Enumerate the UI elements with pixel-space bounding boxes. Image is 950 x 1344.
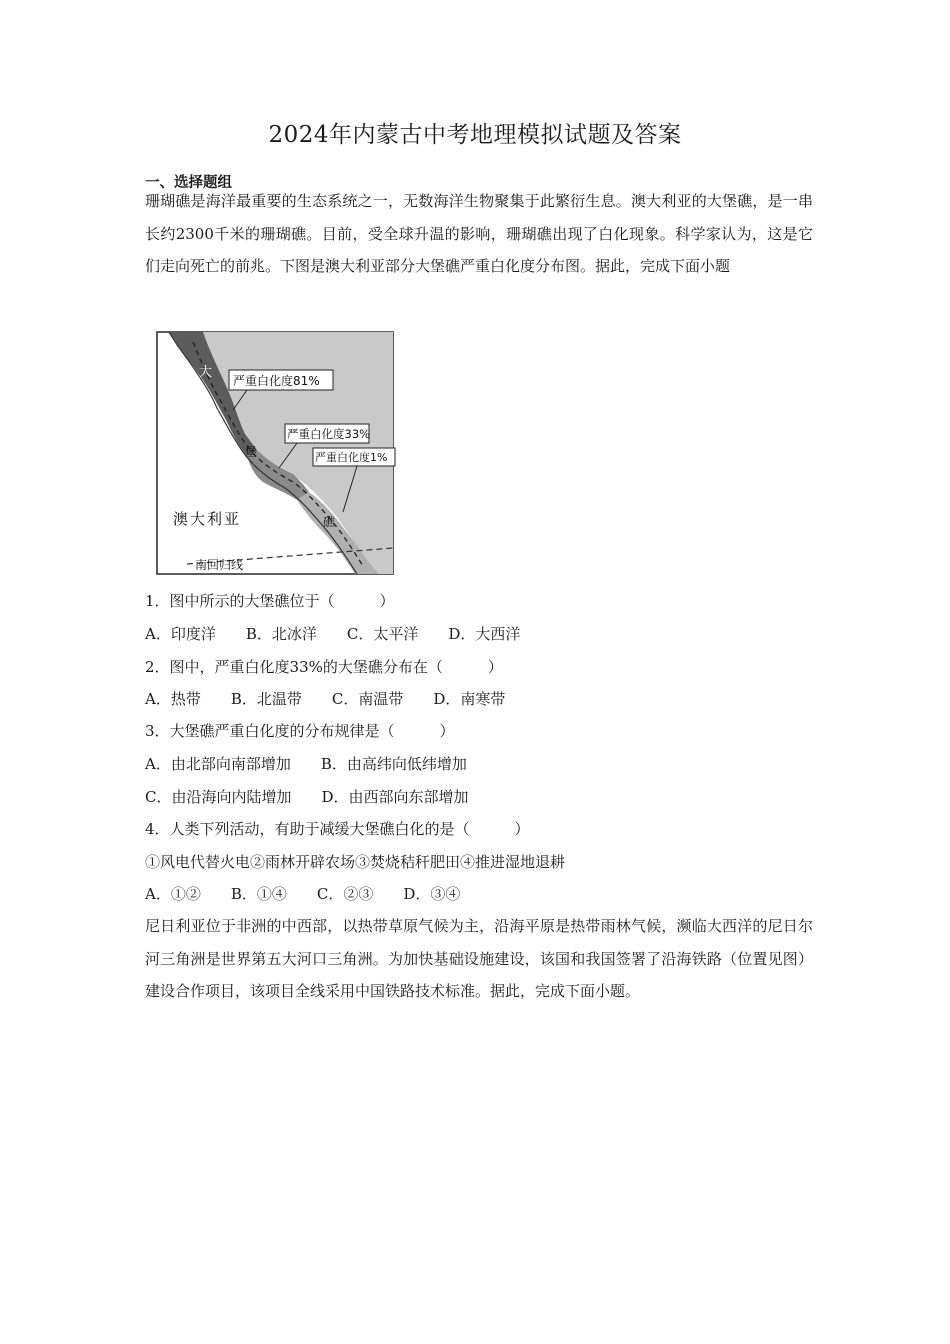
question-1-options: A．印度洋 B．北冰洋 C．太平洋 D．大西洋	[145, 625, 521, 643]
question-2-stem: 2．图中，严重白化度33%的大堡礁分布在（ ）	[145, 658, 503, 676]
question-1-stem: 1．图中所示的大堡礁位于（ ）	[145, 592, 395, 610]
country-label: 澳大利亚	[173, 510, 242, 528]
tropic-label: 南回归线	[195, 558, 244, 572]
label-81: 严重白化度81%	[233, 374, 320, 388]
section-heading: 一、选择题组	[145, 175, 232, 191]
question-3-stem: 3．大堡礁严重白化度的分布规律是（ ）	[145, 722, 455, 740]
question-4-choices: ①风电代替火电②雨林开辟农场③焚烧秸秆肥田④推进湿地退耕	[145, 853, 566, 871]
question-3-options-line-1: A．由北部向南部增加 B．由高纬向低纬增加	[145, 755, 467, 773]
question-2-options: A．热带 B．北温带 C．南温带 D．南寒带	[145, 690, 506, 708]
question-4-stem: 4．人类下列活动，有助于减缓大堡礁白化的是（ ）	[145, 820, 530, 838]
reef-char-jiao: 礁	[323, 515, 336, 529]
intro-paragraph: 珊瑚礁是海洋最重要的生态系统之一，无数海洋生物聚集于此繁衍生息。澳大利亚的大堡礁，是一串长约2300千米的珊瑚礁。目前，受全球升温的影响，珊瑚礁出现了白化现象。科学家认为，这是它们走向死亡的前兆。下图是澳大利亚部分大堡礁严重白化度分布图。据此，完成下面小题	[145, 192, 813, 275]
reef-char-da: 大	[199, 365, 213, 380]
question-4-options: A．①② B．①④ C．②③ D．③④	[145, 885, 461, 903]
label-33: 严重白化度33%	[287, 427, 371, 441]
great-barrier-reef-map	[147, 322, 397, 578]
question-3-options-line-2: C．由沿海向内陆增加 D．由西部向东部增加	[145, 788, 469, 806]
label-1: 严重白化度1%	[315, 451, 388, 464]
reef-char-bao: 堡	[245, 445, 258, 459]
page-title: 2024年内蒙古中考地理模拟试题及答案	[268, 122, 682, 148]
second-paragraph: 尼日利亚位于非洲的中西部，以热带草原气候为主，沿海平原是热带雨林气候，濒临大西洋的尼日尔河三角洲是世界第五大河口三角洲。为加快基础设施建设，该国和我国签署了沿海铁路（位置见图）建设合作项目，该项目全线采用中国铁路技术标准。据此，完成下面小题。	[145, 917, 813, 1000]
